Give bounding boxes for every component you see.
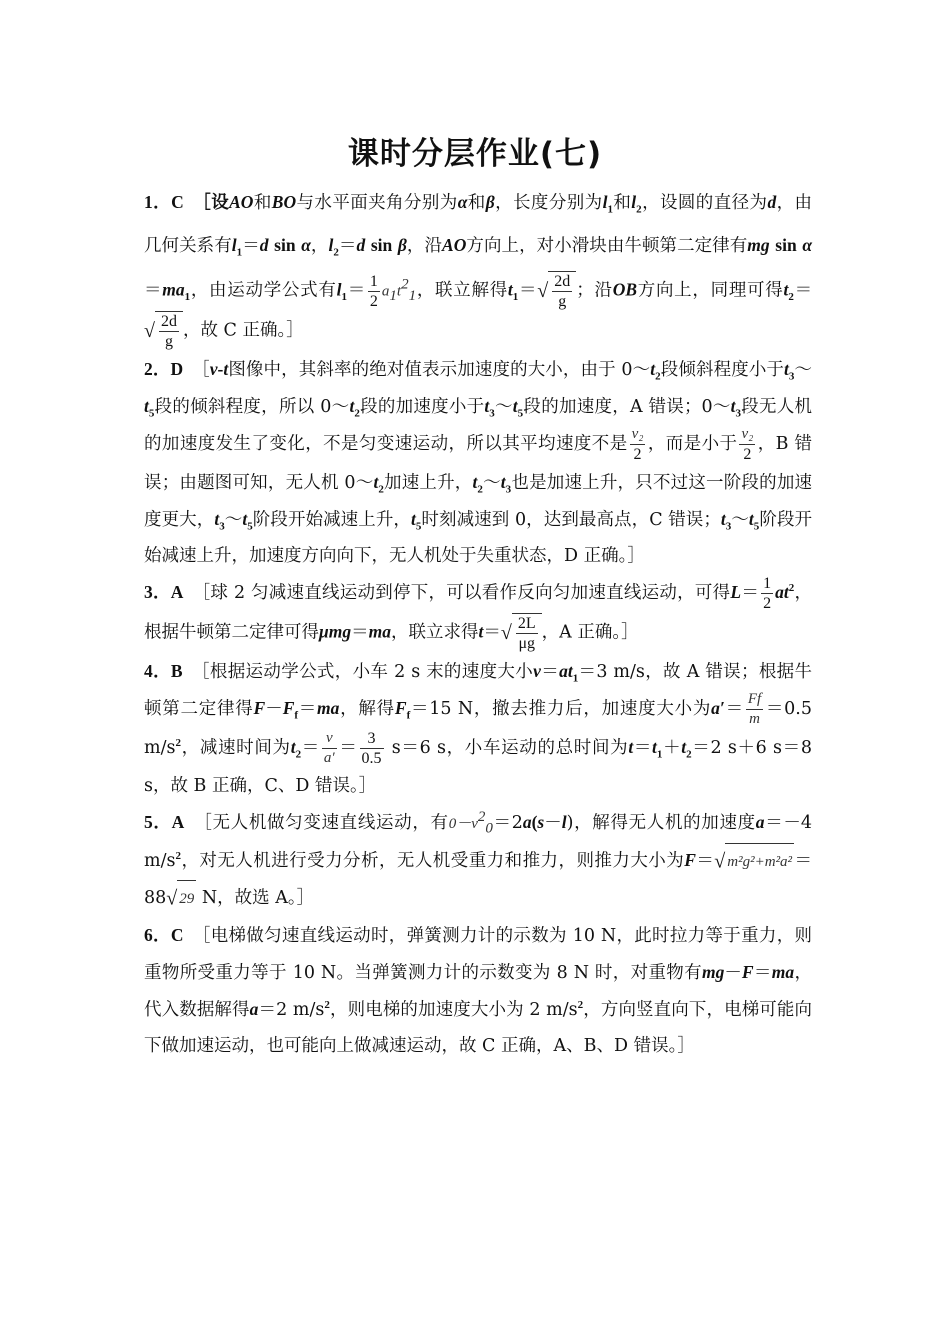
square-root: √ 29 — [166, 880, 196, 917]
answer-3: 3．A ［球 2 匀减速直线运动到停下，可以看作反向匀加速直线运动，可得L＝ $\frac{1}{2}$ $at^2$，根据牛顿第二定律可得μmg＝ma，联立求得t＝√ $\frac{2L}{\mu g}$ ，A 正确。］ — [144, 575, 813, 652]
fraction: $\frac{v}{a'}$ — [323, 730, 335, 766]
answer-6: 6．C ［电梯做匀速直线运动时，弹簧测力计的示数为 10 N，此时拉力等于重力，则重物所受重力等于 10 N。当弹簧测力计的示数变为 8 N 时，对重物有mg－F＝ma，代入数据解得a＝2 $m/s^2$，则电梯的加速度大小为 2 $m/s^2$，方向竖直向下，电梯可能向下做加速运动，也可能向上做减速运动，故 C 正确，A、B、D 错误。］ — [144, 925, 813, 1056]
square-root: √ m²g²+m²a² — [714, 843, 794, 880]
answer-2: 2．D ［v-t图像中，其斜率的绝对值表示加速度的大小，由于 $0\sim t_2$段倾斜程度小于$t_3\sim t_5$段的倾斜程度，所以 $0\sim t_2$段的加速度小于$t_3\sim t_5$段的加速度，A 错误；$0\sim t_3$段无人机的加速度发生了变化，不是匀变速运动，所以其平均速度不是 $\frac{\text{v₂}}{2}$ ，而是小于 $\frac{\text{v₂}}{2}$ ，B 错误；由题图可知，无人机 $0\sim t_2$加速上升，$t_2\sim t_3$也是加速上升，只不过这一阶段的加速度更大，$t_3\sim t_5$阶段开始减速上升，$t_5$时刻减速到 0，达到最高点，C 错误；$t_3\sim t_5$阶段开始减速上升，加速度方向向下，无人机处于失重状态，D 正确。］ — [144, 359, 813, 566]
fraction: $\frac{\text{v₂}}{2}$ — [741, 426, 754, 463]
fraction: $\frac{1}{2}$ — [369, 272, 378, 310]
fraction: $\frac{3}{0.5}$ — [361, 730, 382, 767]
answer-1: 1．C ［设AO和BO与水平面夹角分别为α和β，长度分别为$l_1$和$l_2$，设圆的直径为d，由几何关系有$l_1=d$ sin α，$l_2=d$ sin β，沿AO方向上，对小滑块由牛顿第二定律有mg $\sin \alpha=ma_1$，由运动学公式有$l_1=$ $\frac{1}{2}$ $a_1t^2_1$，联立解得$t_1=√$ $\frac{2d}{g}$ ；沿OB方向上，同理可得$t_2=√$ $\frac{2d}{g}$ ，故 C 正确。］ — [144, 192, 813, 350]
square-root: √ $\frac{2L}{\mu g}$ — [501, 613, 542, 653]
answer-5: 5．A ［无人机做匀变速直线运动，有$0-v^2_0=2a(s-l)$，解得无人机的加速度a＝－4 $m/s^2$，对无人机进行受力分析，无人机受重力和推力，则推力大小为F＝√ m²g²+m²a² ＝88√ 29 N，故选 A。］ — [144, 804, 812, 917]
square-root: √ $\frac{2d}{g}$ — [537, 271, 576, 311]
page-title: 课时分层作业(七) — [347, 136, 603, 172]
answer-4: 4．B ［根据运动学公式，小车 2 s 末的速度大小$v=at_1=3$ m/s，故 A 错误；根据牛顿第二定律得$F-F_f=ma$，解得$F_f=15$ N，撤去推力后，加速度大小为a′＝ $\frac{Ff}{m}$ ＝0.5 $m/s^2$，减速时间为$t_2=$ $\frac{v}{a'}$ ＝ $\frac{3}{0.5}$ s＝6 s，小车运动的总时间为$t=t_1+t_2=2$ s＋6 s＝8 s，故 B 正确，C、D 错误。］ — [144, 661, 813, 796]
fraction: $\frac{1}{2}$ — [763, 575, 772, 612]
square-root: √ $\frac{2d}{g}$ — [144, 311, 183, 351]
fraction: $\frac{Ff}{m}$ — [747, 691, 762, 727]
answer-list — [144, 184, 812, 1064]
fraction: $\frac{\text{v₂}}{2}$ — [631, 426, 644, 463]
